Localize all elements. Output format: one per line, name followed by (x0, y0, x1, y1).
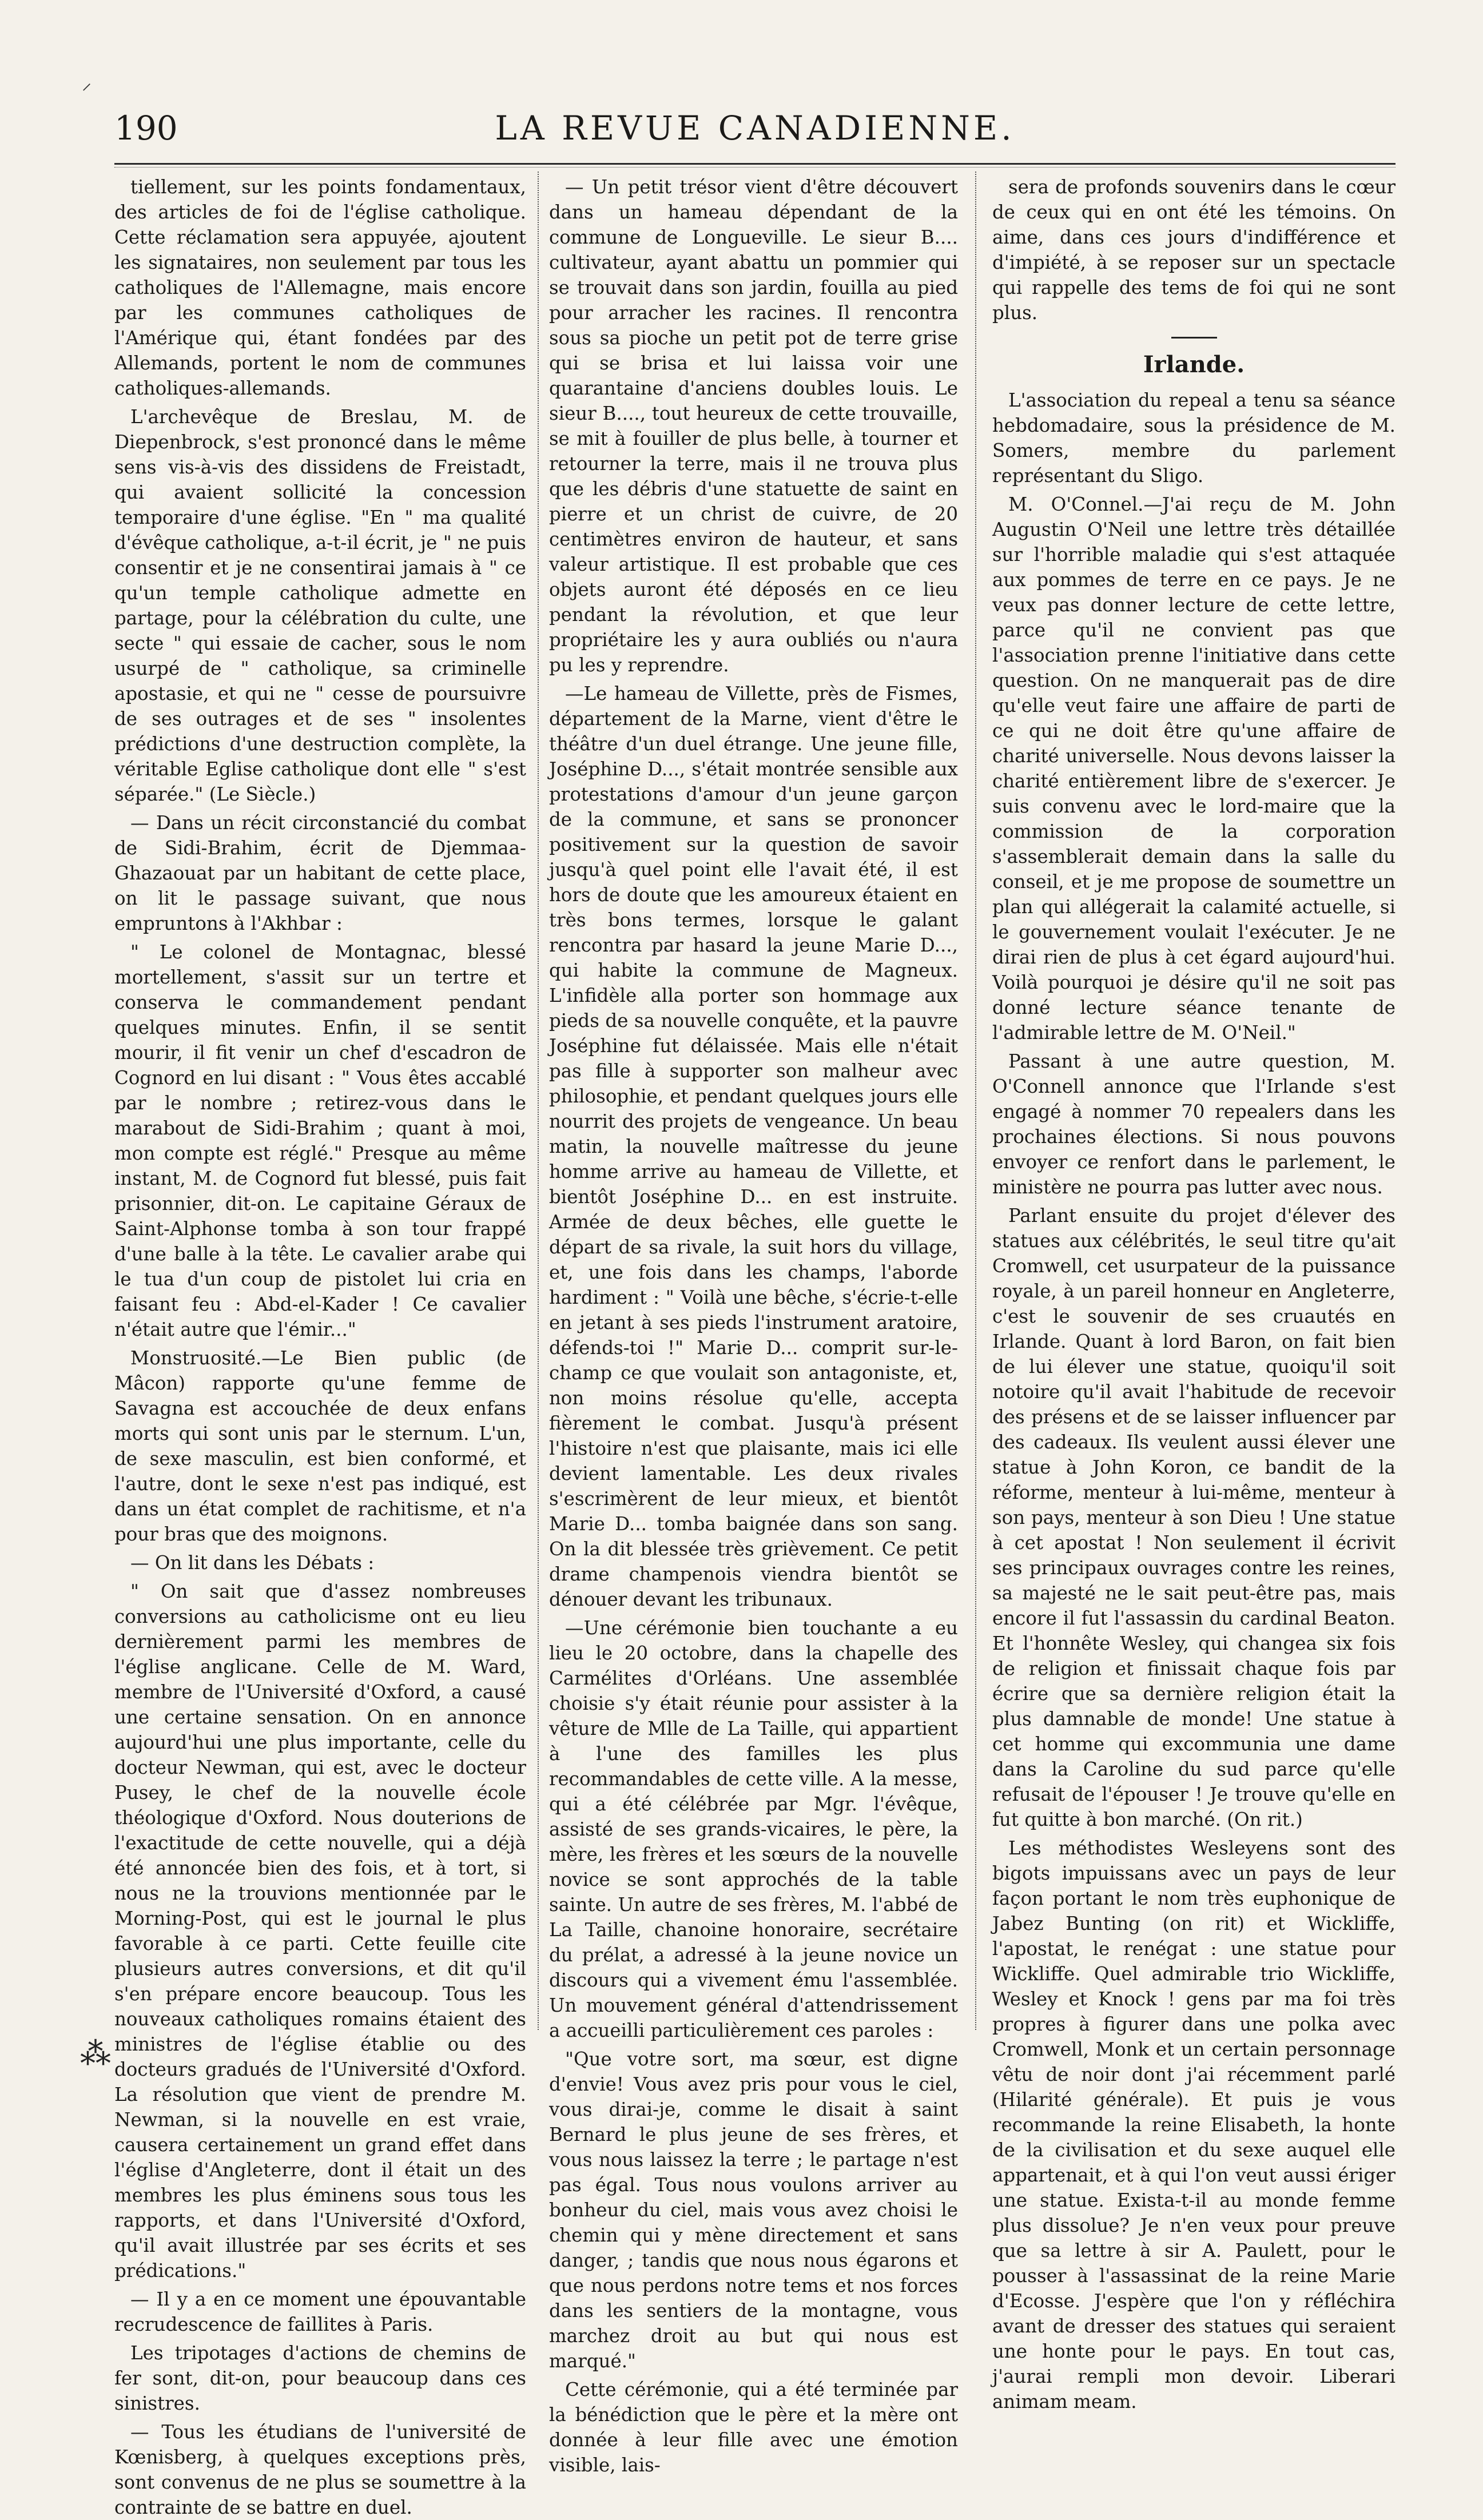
printer-mark: ⁂ (80, 2036, 111, 2072)
article-paragraph: sera de profonds souvenirs dans le cœur de ceux qui en ont été les témoins. On aime, dans ces jours d'indifférence et d'impiété, à se reposer sur un spectacle qui rappelle des tems de foi qui ne sont plus. (992, 176, 1395, 324)
article-paragraph: —Une cérémonie bien touchante a eu lieu le 20 octobre, dans la chapelle des Carmélites d'Orléans. Une assemblée choisie s'y était réunie pour assister à la vêture de Mlle de La Taille, qui appartient à l'une des familles les plus recommandables de cette ville. A la messe, qui a été célébrée par Mgr. l'évêque, assisté de ses grands-vicaires, le père, la mère, les frères et les sœurs de la nouvelle novice se sont approchés de la table sainte. Un autre de ses frères, M. l'abbé de La Taille, chanoine honoraire, secrétaire du prélat, a adressé à la jeune novice un discours qui a vivement ému l'assemblée. Un mouvement général d'attendrissement a accueilli particulièrement ces paroles : (549, 1617, 958, 2041)
header-rule (114, 163, 1395, 165)
article-paragraph: Les méthodistes Wesleyens sont des bigots impuissans avec un pays de leur façon portant le nom très euphonique de Jabez Bunting (on rit) et Wickliffe, l'apostat, le renégat : une statue pour Wickliffe. Quel admirable trio Wickliffe, Wesley et Knock ! gens par ma foi très propres à figurer dans une polka avec Cromwell, Monk et un certain personnage vêtu de noir dont j'ai récemment parlé (Hilarité générale). Et puis je vous recommande la reine Elisabeth, la honte de la civilisation et du sexe auquel elle appartenait, et à qui l'on veut aussi ériger une statue. Exista-t-il au monde femme plus dissolue? Je n'en veux pour preuve que sa lettre à sir A. Paulett, pour le pousser à l'assassinat de la reine Marie d'Ecosse. J'espère que l'on y réfléchira avant de dresser des statues qui seraient une honte pour le pays. En tout cas, j'aurai rempli mon devoir. Liberari animam meam. (992, 1837, 1395, 2412)
page-number: 190 (114, 109, 178, 148)
article-paragraph: Passant à une autre question, M. O'Connell annonce que l'Irlande s'est engagé à nommer 70 repealers dans les prochaines élections. Si nous pouvons envoyer ce renfort dans le parlement, le ministère ne pourra pas lutter avec nous. (992, 1050, 1395, 1198)
running-title: LA REVUE CANADIENNE. (495, 109, 1015, 148)
article-paragraph: — On lit dans les Débats : (130, 1552, 375, 1574)
section-rule (1171, 337, 1217, 339)
article-paragraph: " On sait que d'assez nombreuses conversions au catholicisme ont eu lieu dernièrement parmi les membres de l'église anglicane. Celle de M. Ward, membre de l'Université d'Oxford, a causé une certaine sensation. On en annonce aujourd'hui une plus importante, celle du docteur Newman, qui est, avec le docteur Pusey, le chef de la nouvelle école théologique d'Oxford. Nous douterions de l'exactitude de cette nouvelle, qui a déjà été annoncée bien des fois, et à tort, si nous ne la trouvions mentionnée par le Morning-Post, qui est le journal le plus favorable à ce parti. Cette feuille cite plusieurs autres conversions, et dit qu'il s'en prépare encore beaucoup. Tous les nouveaux catholiques romains étaient des ministres de l'église établie ou des docteurs gradués de l'Université d'Oxford. La résolution que vient de prendre M. Newman, si la nouvelle en est vraie, causera certainement un grand effet dans l'église d'Angleterre, dont il était un des membres les plus éminens sous tous les rapports, et dans l'Université d'Oxford, qu'il avait illustrée par ses écrits et ses prédications." (114, 1581, 526, 2282)
article-paragraph: tiellement, sur les points fondamentaux, des articles de foi de l'église catholique. Cette réclamation sera appuyée, ajoutent les signataires, non seulement par tous les catholiques de l'Allemagne, mais encore par les communes catholiques de l'Amérique qui, étant fondées par des Allemands, portent le nom de communes catholiques-allemands. (114, 176, 526, 399)
article-paragraph: — Un petit trésor vient d'être découvert dans un hameau dépendant de la commune de Longueville. Le sieur B.... cultivateur, ayant abattu un pommier qui se trouvait dans son jardin, fouilla au pied pour arracher les racines. Il rencontra sous sa pioche un petit pot de terre grise qui se brisa et lui laissa voir une quarantaine d'anciens doubles louis. Le sieur B...., tout heureux de cette trouvaille, se mit à fouiller de plus belle, à tourner et retourner la terre, mais il ne trouva plus que les débris d'une statuette de saint en pierre et un christ de cuivre, de 20 centimètres environ de hauteur, et sans valeur artistique. Il est probable que ces objets auront été déposés en ce lieu pendant la révolution, et que leur propriétaire les y aura oubliés ou n'aura pu les y reprendre. (549, 176, 958, 676)
page-header (114, 109, 1395, 154)
article-paragraph: L'association du repeal a tenu sa séance hebdomadaire, sous la présidence de M. Somers, membre du parlement représentant du Sligo. (992, 389, 1395, 487)
header-rule-dotted (114, 167, 1395, 168)
article-paragraph: "Que votre sort, ma sœur, est digne d'envie! Vous avez pris pour vous le ciel, vous dirai-je, comme le disait à saint Bernard le plus jeune de ses frères, et vous nous laissez la terre ; le partage n'est pas égal. Tous nous voulons arriver au bonheur du ciel, mais vous avez choisi le chemin qui y mène directement et sans danger, ; tandis que nous nous égarons et que nous perdons notre tems et nos forces dans les sentiers de la montagne, vous marchez droit au but qui nous est marqué." (549, 2048, 958, 2372)
article-paragraph: M. O'Connel.—J'ai reçu de M. John Augustin O'Neil une lettre très détaillée sur l'horrible maladie qui s'est attaquée aux pommes de terre en ce pays. Je ne veux pas donner lecture de cette lettre, parce qu'il ne convient pas que l'association prenne l'initiative dans cette question. On ne manquerait pas de dire qu'elle veut faire une affaire de parti de ce qui ne doit être qu'une affaire de charité universelle. Nous devons laisser la charité entièrement libre de s'exercer. Je suis convenu avec le lord-maire que la commission de la corporation s'assemblerait demain dans la salle du conseil, et je me propose de soumettre un plan qui allégerait la calamité actuelle, si le gouvernement voulait l'exécuter. Je ne dirai rien de plus à cet égard aujourd'hui. Voilà pourquoi je désire qu'il ne soit pas donné lecture séance tenante de l'admirable lettre de M. O'Neil." (992, 493, 1395, 1044)
section-title: Irlande. (1143, 351, 1245, 378)
article-paragraph: — Tous les étudians de l'université de Kœnisberg, à quelques exceptions près, sont convenus de ne plus se soumettre à la contrainte de se battre en duel. (114, 2421, 526, 2518)
column-divider (538, 172, 539, 2030)
column-3 (992, 174, 1395, 2412)
article-paragraph: L'archevêque de Breslau, M. de Diepenbrock, s'est prononcé dans le même sens vis-à-vis des dissidens de Freistadt, qui avaient sollicité la concession temporaire d'une église. "En " ma qualité d'évêque catholique, a-t-il écrit, je " ne puis consentir et je ne consentirai jamais à " ce qu'un temple catholique admette en partage, pour la célébration du culte, une secte " qui essaie de cacher, sous le nom usurpé de " catholique, sa criminelle apostasie, et qui ne " cesse de poursuivre de ses outrages et de ses " insolentes prédictions d'une destruction complète, la véritable Eglise catholique dont elle " s'est séparée." (Le Siècle.) (114, 406, 526, 805)
article-paragraph: — Il y a en ce moment une épouvantable recrudescence de faillites à Paris. (114, 2288, 526, 2335)
article-paragraph: Les tripotages d'actions de chemins de fer sont, dit-on, pour beaucoup dans ces sinistres. (114, 2342, 526, 2414)
article-paragraph: Parlant ensuite du projet d'élever des statues aux célébrités, le seul titre qu'ait Cromwell, cet usurpateur de la puissance royale, à un pareil honneur en Angleterre, c'est le souvenir de ses cruautés en Irlande. Quant à lord Baron, on fait bien de lui élever une statue, quoiqu'il soit notoire qu'il avait l'habitude de recevoir des présens et de se laisser influencer par des cadeaux. Ils veulent aussi élever une statue à John Koron, ce bandit de la réforme, menteur à lui-même, menteur à son pays, menteur à son Dieu ! Une statue à cet apostat ! Non seulement il écrivit ses principaux ouvrages contre les reines, sa majesté ne le sait peut-être pas, mais encore il fut l'assassin du cardinal Beaton. Et l'honnête Wesley, qui changea six fois de religion et finissait chaque fois par écrire que sa dernière religion était la plus damnable de monde! Une statue à cet homme qui excommunia une dame dans la Caroline du sud parce qu'elle refusait de l'épouser ! Je trouve qu'elle en fut quitte à bon marché. (On rit.) (992, 1205, 1395, 1830)
column-1 (114, 174, 526, 2518)
article-paragraph: —Le hameau de Villette, près de Fismes, département de la Marne, vient d'être le théâtre d'un duel étrange. Une jeune fille, Joséphine D..., s'était montrée sensible aux protestations d'amour d'un jeune garçon de la commune, et sans se prononcer positivement sur la question de savoir jusqu'à quel point elle l'avait été, il est hors de doute que les amoureux étaient en très bons termes, lorsque le galant rencontra par hasard la jeune Marie D..., qui habite la commune de Magneux. L'infidèle alla porter son hommage aux pieds de sa nouvelle conquête, et la pauvre Joséphine fut délaissée. Mais elle n'était pas fille à supporter son malheur avec philosophie, et pendant quelques jours elle nourrit des projets de vengeance. Un beau matin, la nouvelle maîtresse du jeune homme arrive au hameau de Villette, et bientôt Joséphine D... en est instruite. Armée de deux bêches, elle guette le départ de sa rivale, la suit hors du village, et, une fois dans les champs, l'aborde hardiment : " Voilà une bêche, s'écrie-t-elle en jetant à ses pieds l'instrument aratoire, défends-toi !" Marie D... comprit sur-le-champ ce que voulait son antagoniste, et, non moins résolue qu'elle, accepta fièrement le combat. Jusqu'à présent l'histoire n'est que plaisante, mais ici elle devient lamentable. Les deux rivales s'escrimèrent de leur mieux, et bientôt Marie D... tomba baignée dans son sang. On la dit blessée très grièvement. Ce petit drame champenois viendra bientôt se dénouer devant les tribunaux. (549, 683, 958, 1610)
corner-mark: ⸝ (82, 71, 92, 94)
column-2 (549, 174, 958, 2476)
article-paragraph: — Dans un récit circonstancié du combat de Sidi-Brahim, écrit de Djemmaa-Ghazaouat par un habitant de cette place, on lit le passage suivant, que nous empruntons à l'Akhbar : (114, 812, 526, 934)
column-divider (975, 172, 976, 2030)
article-paragraph: " Le colonel de Montagnac, blessé mortellement, s'assit sur un tertre et conserva le commandement pendant quelques minutes. Enfin, il se sentit mourir, il fit venir un chef d'escadron de Cognord en lui disant : " Vous êtes accablé par le nombre ; retirez-vous dans le marabout de Sidi-Brahim ; quant à moi, mon compte est réglé." Presque au même instant, M. de Cognord fut blessé, puis fait prisonnier, dit-on. Le capitaine Géraux de Saint-Alphonse tomba à son tour frappé d'une balle à la tête. Le cavalier arabe qui le tua d'un coup de pistolet lui cria en faisant feu : Abd-el-Kader ! Ce cavalier n'était autre que l'émir..." (114, 941, 526, 1340)
article-paragraph: Cette cérémonie, qui a été terminée par la bénédiction que le père et la mère ont donnée à leur fille avec une émotion visible, lais- (549, 2379, 958, 2476)
article-paragraph: Monstruosité.—Le Bien public (de Mâcon) rapporte qu'une femme de Savagna est accouchée de deux enfans morts qui sont unis par le sternum. L'un, de sexe masculin, est bien conformé, et l'autre, dont le sexe n'est pas indiqué, est dans un état complet de rachitisme, et n'a pour bras que des moignons. (114, 1347, 526, 1545)
